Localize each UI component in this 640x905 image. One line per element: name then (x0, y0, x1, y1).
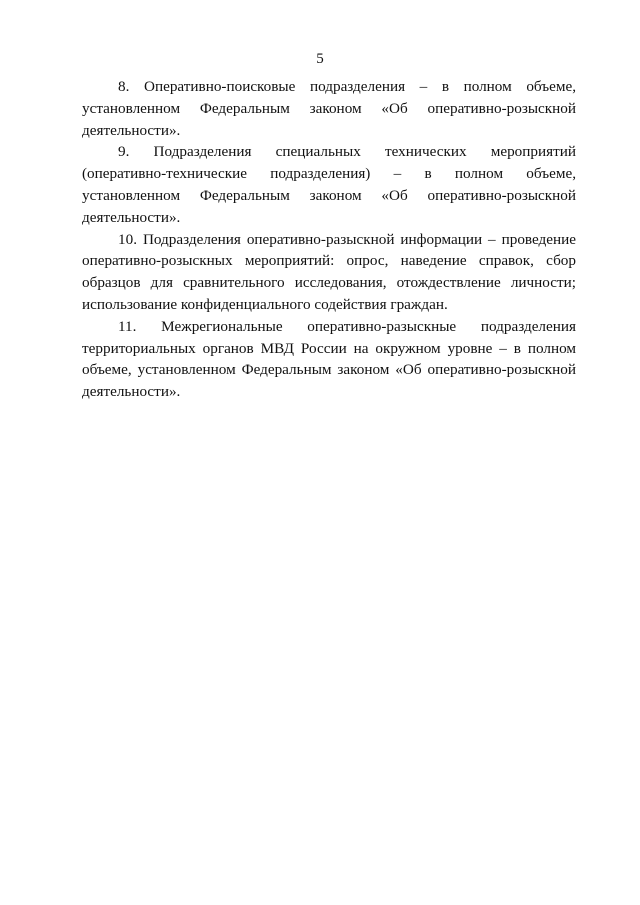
page-number: 5 (316, 51, 324, 67)
paragraph-item-8: 8. Оперативно-поисковые подразделения – в полном объеме, установленном Федеральным законом «Об оперативно-розыскной деятельности». (82, 78, 576, 139)
document-body (82, 76, 576, 403)
paragraph-item-10: 10. Подразделения оперативно-разыскной информации – проведение оперативно-розыскных мероприятий: опрос, наведение справок, сбор образцов для сравнительного исследования, отождествление личности; использование конфиденциального содействия граждан. (82, 230, 576, 313)
paragraph-item-11: 11. Межрегиональные оперативно-разыскные подразделения территориальных органов МВД России на окружном уровне – в полном объеме, установленном Федеральным законом «Об оперативно-розыскной деятельности». (82, 317, 576, 401)
paragraph-item-9: 9. Подразделения специальных технических мероприятий (оперативно-технические подразделения) – в полном объеме, установленном Федеральным законом «Об оперативно-розыскной деятельности». (82, 143, 576, 226)
